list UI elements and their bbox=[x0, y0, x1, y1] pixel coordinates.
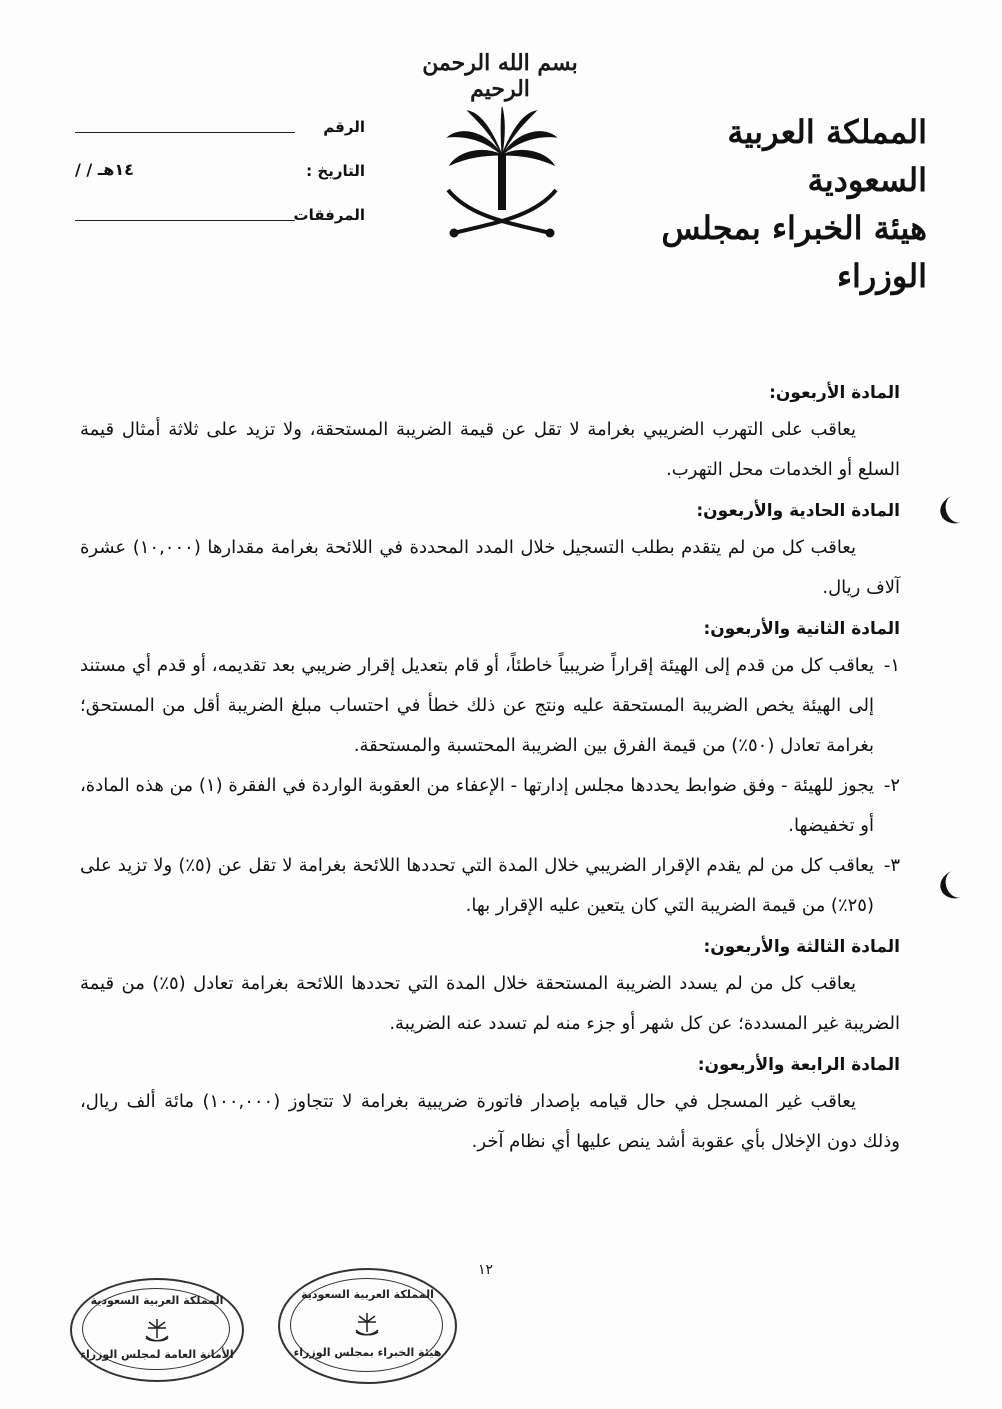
article-43 bbox=[80, 932, 900, 1044]
clause-number: ٢- bbox=[883, 775, 900, 796]
document-body bbox=[80, 372, 900, 1162]
number-row bbox=[75, 112, 365, 156]
date-row bbox=[75, 156, 365, 200]
article-heading: المادة الحادية والأربعون: bbox=[696, 501, 900, 521]
saudi-emblem-icon bbox=[440, 105, 565, 245]
article-heading: المادة الثانية والأربعون: bbox=[703, 619, 900, 639]
attachments-line bbox=[75, 220, 295, 221]
authority-name: هيئة الخبراء بمجلس الوزراء bbox=[661, 209, 927, 295]
basmala: بسم الله الرحمن الرحيم bbox=[422, 50, 578, 102]
article-clause bbox=[80, 766, 900, 846]
article-41 bbox=[80, 496, 900, 608]
clause-text: يجوز للهيئة - وفق ضوابط يحددها مجلس إدارتها - الإعفاء من العقوبة الواردة في الفقرة (١) من هذه المادة، أو تخفيضها. bbox=[80, 775, 874, 836]
attachments-label: المرفقات bbox=[293, 206, 365, 224]
stamp-bottom-text: الأمانة العامة لمجلس الوزراء bbox=[80, 1348, 234, 1361]
stamp-emblem-icon bbox=[144, 1316, 170, 1344]
article-42 bbox=[80, 614, 900, 926]
stamp-top-text: المملكة العربية السعودية bbox=[90, 1294, 224, 1307]
punch-hole bbox=[936, 490, 978, 528]
page-number: ١٢ bbox=[478, 1262, 494, 1278]
number-label: الرقم bbox=[323, 118, 365, 136]
article-44 bbox=[80, 1050, 900, 1162]
article-heading: المادة الرابعة والأربعون: bbox=[697, 1055, 900, 1075]
reference-block bbox=[75, 112, 365, 244]
article-heading: المادة الثالثة والأربعون: bbox=[703, 937, 900, 957]
clause-number: ١- bbox=[883, 655, 900, 676]
article-text: يعاقب كل من لم يسدد الضريبة المستحقة خلال المدة التي تحددها اللائحة بغرامة تعادل (٥٪) من قيمة الضريبة غير المسددة؛ عن كل شهر أو جزء منه لم تسدد عنه الضريبة. bbox=[80, 973, 900, 1034]
clause-text: يعاقب كل من لم يقدم الإقرار الضريبي خلال المدة التي تحددها اللائحة بغرامة لا تقل عن (٥٪) ولا تزيد على (٢٥٪) من قيمة الضريبة التي كان يتعين عليه الإقرار بها. bbox=[80, 855, 874, 916]
clause-text: يعاقب كل من قدم إلى الهيئة إقراراً ضريبياً خاطئاً، أو قام بتعديل إقرار ضريبي بعد تقديمه، أو قدم أي مستند إلى الهيئة يخص الضريبة المستحقة عليه ونتج عن ذلك خطأ في احتساب مبلغ الضريبة أقل من المستحق؛ بغرامة تعادل (٥٠٪) من قيمة الفرق بين الضريبة المحتسبة والمستحقة. bbox=[80, 655, 874, 756]
letterhead-title bbox=[597, 108, 927, 300]
article-clause bbox=[80, 646, 900, 766]
article-text: يعاقب كل من لم يتقدم بطلب التسجيل خلال المدد المحددة في اللائحة بغرامة مقدارها (١٠,٠٠٠) عشرة آلاف ريال. bbox=[80, 537, 900, 598]
article-text: يعاقب على التهرب الضريبي بغرامة لا تقل عن قيمة الضريبة المستحقة، ولا تزيد على ثلاثة أمثال قيمة السلع أو الخدمات محل التهرب. bbox=[80, 419, 900, 480]
date-label: التاريخ : bbox=[306, 162, 365, 180]
attachments-row bbox=[75, 200, 365, 244]
date-value: / / ١٤هـ bbox=[75, 160, 134, 179]
article-clause bbox=[80, 846, 900, 926]
official-stamp bbox=[70, 1278, 244, 1382]
punch-hole bbox=[936, 865, 978, 903]
stamp-bottom-text: هيئة الخبراء بمجلس الوزراء bbox=[293, 1346, 442, 1359]
official-stamp bbox=[278, 1268, 457, 1384]
number-line bbox=[75, 132, 295, 133]
kingdom-name: المملكة العربية السعودية bbox=[727, 113, 927, 199]
article-40 bbox=[80, 378, 900, 490]
stamp-top-text: المملكة العربية السعودية bbox=[301, 1288, 434, 1301]
article-heading: المادة الأربعون: bbox=[769, 383, 900, 403]
clause-number: ٣- bbox=[883, 855, 900, 876]
article-text: يعاقب غير المسجل في حال قيامه بإصدار فاتورة ضريبية بغرامة لا تتجاوز (١٠٠,٠٠٠) مائة ألف ريال، وذلك دون الإخلال بأي عقوبة أشد ينص عليها أي نظام آخر. bbox=[80, 1091, 900, 1152]
stamp-emblem-icon bbox=[354, 1310, 380, 1338]
